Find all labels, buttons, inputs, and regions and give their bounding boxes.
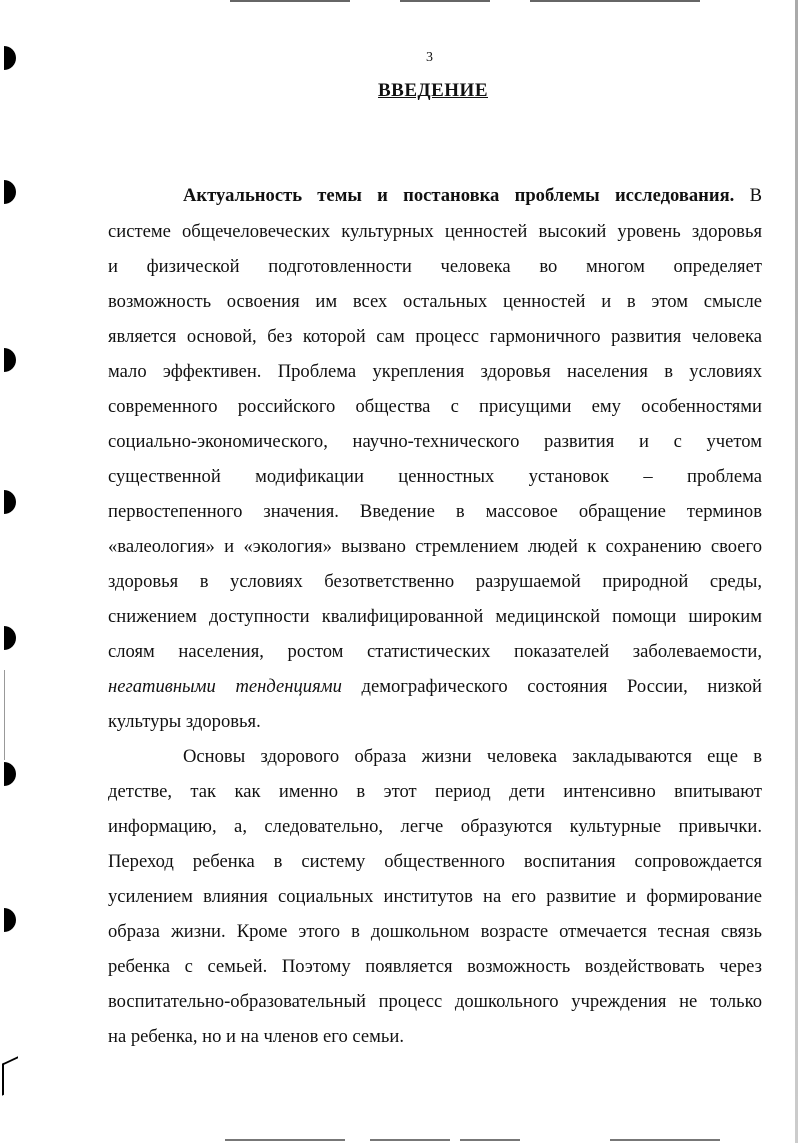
text-line: образа жизни. Кроме этого в дошкольном возрасте отмечается тесная связь (108, 921, 762, 942)
scan-bottom-line (225, 1139, 345, 1141)
page-number: 3 (426, 50, 433, 65)
text-line: возможность освоения им всех остальных ценностей и в этом смысле (108, 291, 762, 312)
text-line: здоровья в условиях безответственно разрушаемой природной среды, (108, 571, 762, 592)
scan-top-line (230, 0, 350, 2)
text-line: ребенка с семьей. Поэтому появляется возможность воздействовать через (108, 956, 762, 977)
text-line-italic (108, 675, 762, 699)
scan-top-line (400, 0, 490, 2)
text-line: культуры здоровья. (108, 711, 261, 732)
page-title: ВВЕДЕНИЕ (378, 80, 488, 101)
text-line: и физической подготовленности человека во многом определяет (108, 256, 762, 277)
text-line: слоям населения, ростом статистических показателей заболеваемости, (108, 641, 762, 662)
binding-hole-mark (4, 490, 16, 514)
paragraph-1-line-1 (183, 184, 762, 208)
text-line: первостепенного значения. Введение в массовое обращение терминов (108, 501, 762, 522)
scan-bottom-line (610, 1139, 720, 1141)
text-line: информацию, а, следовательно, легче образуются культурные привычки. (108, 816, 762, 837)
text-line: усилением влияния социальных институтов на его развитие и формирование (108, 886, 762, 907)
text-line: социально-экономического, научно-технического развития и с учетом (108, 431, 762, 452)
text-line: «валеология» и «экология» вызвано стремлением людей к сохранению своего (108, 536, 762, 557)
lead-tail: В (749, 185, 763, 206)
binding-hole-mark (4, 626, 16, 650)
bold-lead: Актуальность темы и постановка проблемы исследования. (183, 185, 735, 206)
text-line: детстве, так как именно в этот период дети интенсивно впитывают (108, 781, 762, 802)
text-line: Основы здорового образа жизни человека закладываются еще в (183, 746, 762, 767)
scan-top-line (530, 0, 700, 2)
text-line: является основой, без которой сам процесс гармоничного развития человека (108, 326, 762, 347)
text-line: существенной модификации ценностных установок – проблема (108, 466, 762, 487)
scan-left-line (4, 670, 5, 760)
binding-hole-mark (4, 180, 16, 204)
text-line: Переход ребенка в систему общественного воспитания сопровождается (108, 851, 762, 872)
italic-line-tail: демографического состояния России, низкой (361, 676, 762, 697)
scan-bottom-line (460, 1139, 520, 1141)
scan-corner-mark (2, 1056, 18, 1095)
scan-bottom-line (370, 1139, 450, 1141)
text-line: воспитательно-образовательный процесс дошкольного учреждения не только (108, 991, 762, 1012)
binding-hole-mark (4, 908, 16, 932)
binding-hole-mark (4, 46, 16, 70)
text-line: системе общечеловеческих культурных ценностей высокий уровень здоровья (108, 221, 762, 242)
text-line: современного российского общества с присущими ему особенностями (108, 396, 762, 417)
binding-hole-mark (4, 348, 16, 372)
text-line: на ребенка, но и на членов его семьи. (108, 1026, 404, 1047)
italic-phrase: негативными тенденциями (108, 676, 342, 697)
binding-hole-mark (4, 762, 16, 786)
text-line: снижением доступности квалифицированной медицинской помощи широким (108, 606, 762, 627)
text-line: мало эффективен. Проблема укрепления здоровья населения в условиях (108, 361, 762, 382)
